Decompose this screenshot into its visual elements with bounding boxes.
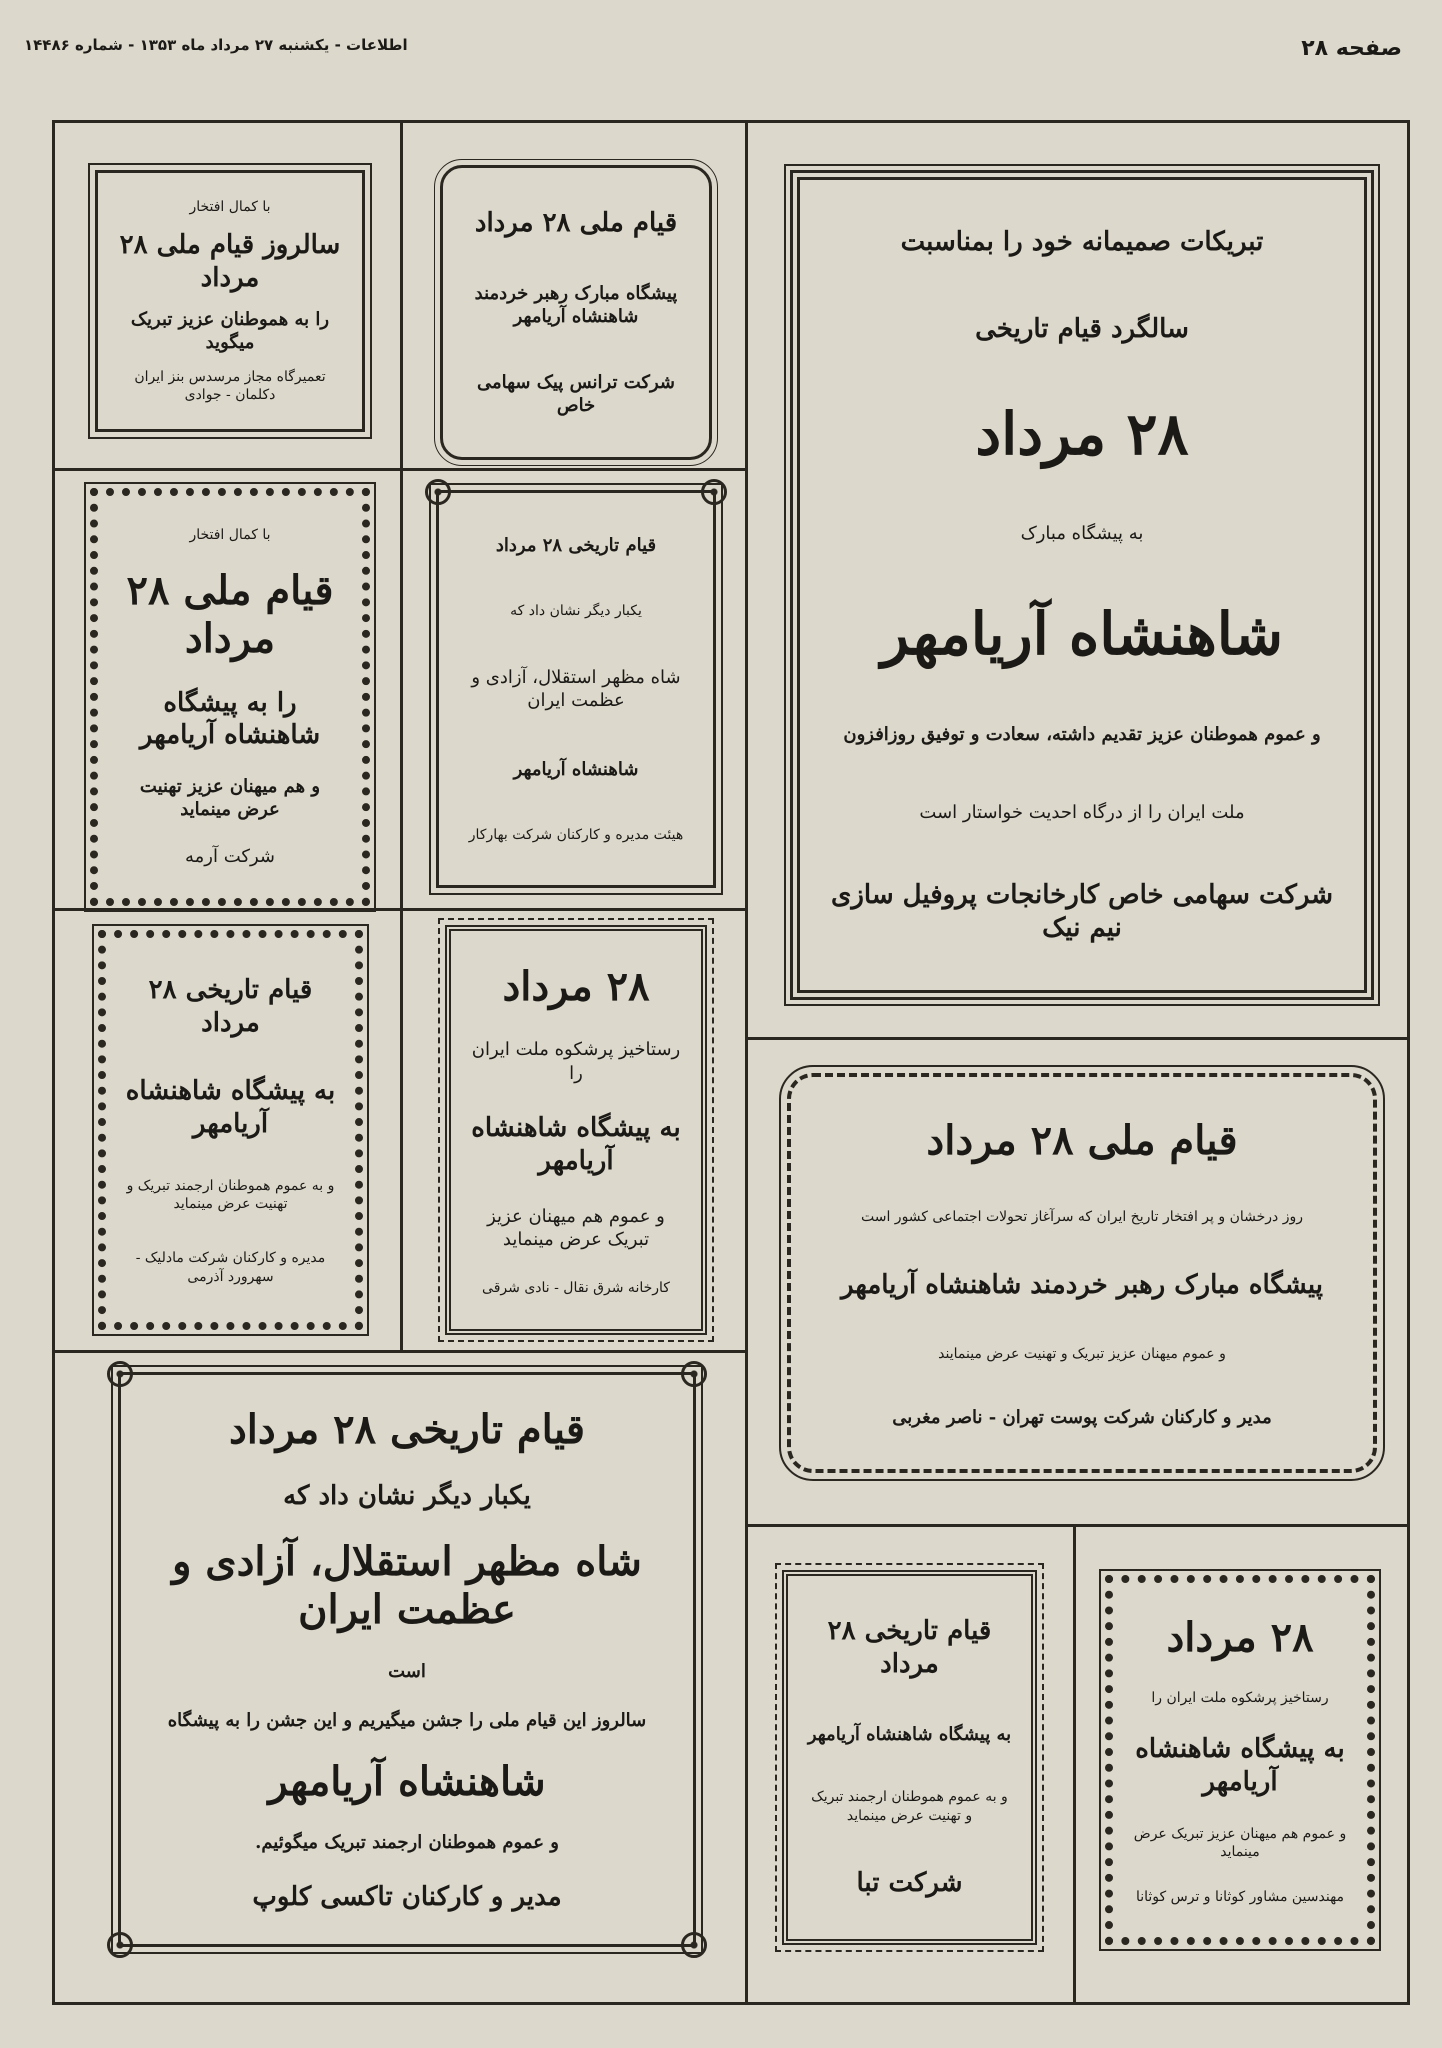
ad-line: سالروز قیام ملی ۲۸ مرداد	[119, 230, 341, 293]
ad-line: شاهنشاه آریامهر	[268, 1757, 546, 1805]
divider	[745, 1524, 1410, 1527]
ad-bottom-right-2	[1105, 1575, 1375, 1945]
ad-c2	[440, 165, 712, 460]
divider	[745, 1037, 1410, 1040]
ad-line: ملت ایران را از درگاه احدیت خواستار است	[919, 801, 1245, 823]
ad-line: قیام ملی ۲۸ مرداد	[926, 1116, 1238, 1164]
ad-signature: شرکت ترانس پیک سهامی خاص	[476, 372, 676, 417]
ad-line: و عموم هموطنان ارجمند تبریک میگوئیم.	[255, 1832, 559, 1854]
ad-signature: شرکت آرمه	[185, 845, 275, 867]
corner-ornament-icon	[681, 1361, 707, 1387]
ad-line: سالروز این قیام ملی را جشن میگیریم و این جشن را به پیشگاه	[167, 1709, 647, 1731]
ad-signature: شرکت سهامی خاص کارخانجات پروفیل سازی نیم نیک	[831, 880, 1333, 943]
ad-signature: مدیره و کارکنان شرکت مادلیک - سهرورد آذرمی	[135, 1250, 326, 1285]
ad-line: به پیشگاه مبارک	[1020, 523, 1144, 545]
corner-ornament-icon	[681, 1932, 707, 1958]
ad-line: روز درخشان و پر افتخار تاریخ ایران که سرآغاز تحولات اجتماعی کشور است	[860, 1208, 1304, 1225]
ad-c1	[95, 170, 365, 432]
ad-line: قیام تاریخی ۲۸ مرداد	[495, 534, 657, 556]
divider	[1073, 1524, 1076, 2005]
ad-line: ۲۸ مرداد	[1166, 1614, 1314, 1662]
corner-ornament-icon	[425, 479, 451, 505]
divider	[745, 120, 748, 2005]
ad-line: را به هموطنان عزیز تبریک میگوید	[130, 308, 330, 354]
ad-line: است	[388, 1660, 426, 1682]
ad-line: با کمال افتخار	[189, 198, 271, 215]
ad-line: و عموم میهنان عزیز تبریک و تهنیت عرض مینمایند	[938, 1345, 1226, 1362]
ad-line: و عموم هموطنان عزیز تقدیم داشته، سعادت و توفیق روزافزون	[843, 723, 1321, 745]
ad-line: قیام تاریخی ۲۸ مرداد	[228, 1405, 586, 1453]
divider	[52, 468, 745, 471]
ad-line: به پیشگاه شاهنشاه آریامهر	[807, 1723, 1012, 1745]
ad-line: شاه مظهر استقلال، آزادی و عظمت ایران	[172, 1537, 642, 1633]
ad-line: شاهنشاه آریامهر	[880, 599, 1284, 668]
ad-line: و هم میهنان عزیز تهنیت عرض مینماید	[139, 775, 321, 821]
ad-line: قیام ملی ۲۸ مرداد	[126, 567, 334, 663]
ad-line: به پیشگاه شاهنشاه آریامهر	[471, 1113, 681, 1176]
ad-c6	[445, 925, 707, 1335]
ad-line: ۲۸ مرداد	[975, 399, 1189, 468]
ad-line: قیام ملی ۲۸ مرداد	[474, 208, 678, 239]
ad-c4	[436, 490, 716, 888]
ad-line: ۲۸ مرداد	[502, 962, 650, 1010]
ad-signature: شرکت تبا	[856, 1868, 963, 1899]
ad-signature: تعمیرگاه مجاز مرسدس بنز ایران دکلمان - جوادی	[134, 368, 326, 404]
ad-line: قیام تاریخی ۲۸ مرداد	[827, 1616, 992, 1679]
ad-line: به پیشگاه شاهنشاه آریامهر	[1135, 1734, 1345, 1797]
divider	[52, 908, 745, 911]
ad-c5	[98, 930, 363, 1330]
corner-ornament-icon	[107, 1932, 133, 1958]
ad-line: به پیشگاه شاهنشاه آریامهر	[125, 1076, 336, 1139]
header-page-number: صفحه ۲۸	[1301, 36, 1402, 61]
header-issue-info: اطلاعات - یکشنبه ۲۷ مرداد ماه ۱۳۵۳ - شماره ۱۴۴۸۶	[24, 36, 408, 54]
ad-signature: مدیر و کارکنان شرکت پوست تهران - ناصر مغربی	[892, 1407, 1272, 1428]
ad-line: و به عموم هموطنان ارجمند تبریک و تهنیت عرض مینماید	[126, 1177, 335, 1212]
ad-line: را به پیشگاه شاهنشاه آریامهر	[139, 687, 321, 750]
divider	[400, 120, 403, 1350]
ad-bottom-right-1	[782, 1570, 1037, 1945]
ad-line: و عموم هم میهنان عزیز تبریک عرض مینماید	[487, 1205, 665, 1251]
ad-line: شاهنشاه آریامهر	[513, 758, 639, 780]
divider	[52, 1350, 745, 1353]
ad-line: یکبار دیگر نشان داد که	[510, 603, 642, 620]
ad-signature: مدیر و کارکنان تاکسی کلوپ	[252, 1881, 562, 1912]
ad-line: پیشگاه مبارک رهبر خردمند شاهنشاه آریامهر	[840, 1270, 1324, 1301]
ad-line: یکبار دیگر نشان داد که	[283, 1480, 531, 1511]
ad-line: و به عموم هموطنان ارجمند تبریک و تهنیت عرض مینماید	[811, 1789, 1008, 1824]
ad-line: تبریکات صمیمانه خود را بمناسبت	[900, 226, 1264, 257]
ad-signature: مهندسین مشاور کوثانا و ترس کوثانا	[1135, 1888, 1345, 1905]
ad-big-bottom-left	[118, 1372, 696, 1947]
ad-c3	[90, 488, 370, 906]
corner-ornament-icon	[701, 479, 727, 505]
ad-line: قیام تاریخی ۲۸ مرداد	[148, 975, 313, 1038]
ad-line: رستاخیز پرشکوه ملت ایران را	[1151, 1689, 1329, 1706]
ad-mid-right	[787, 1073, 1377, 1473]
ad-line: شاه مظهر استقلال، آزادی و عظمت ایران	[471, 666, 681, 711]
ad-line: با کمال افتخار	[189, 526, 271, 543]
ad-line: سالگرد قیام تاریخی	[975, 314, 1189, 345]
ad-line: و عموم هم میهنان عزیز تبریک عرض مینماید	[1133, 1825, 1347, 1860]
ad-line: پیشگاه مبارک رهبر خردمند شاهنشاه آریامهر	[474, 282, 678, 328]
ad-main-shahanshah	[790, 170, 1374, 1000]
ad-signature: هیئت مدیره و کارکنان شرکت بهارکار	[468, 827, 684, 844]
ad-line: رستاخیز پرشکوه ملت ایران را	[471, 1039, 681, 1084]
corner-ornament-icon	[107, 1361, 133, 1387]
ad-signature: کارخانه شرق نقال - نادی شرقی	[482, 1280, 670, 1297]
